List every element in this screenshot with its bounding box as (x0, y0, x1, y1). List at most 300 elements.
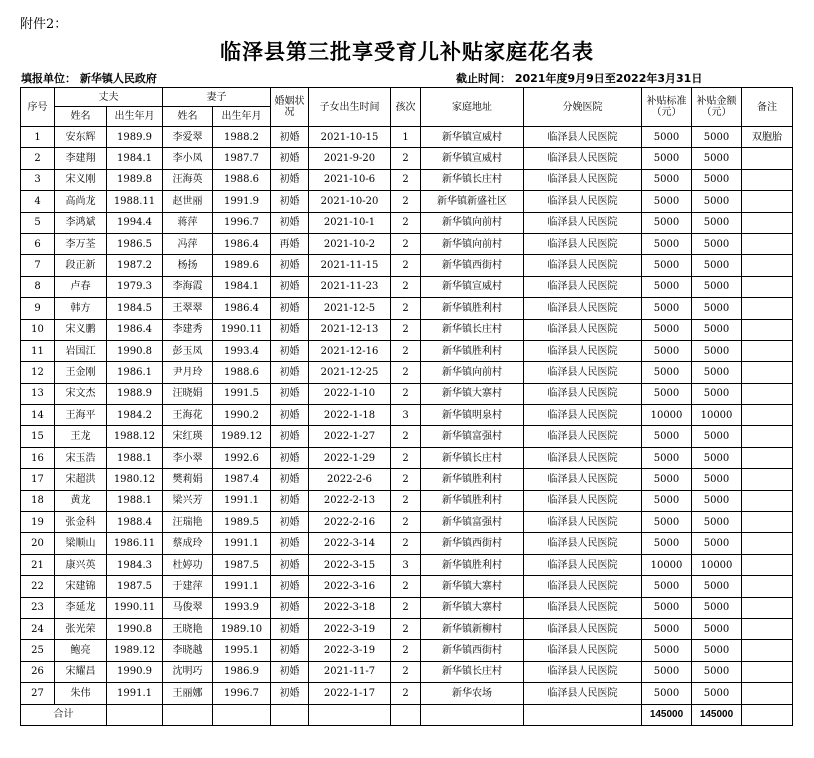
subsidy-amount: 5000 (692, 148, 742, 169)
wife-birth: 1984.1 (213, 276, 271, 297)
remark (742, 661, 793, 682)
marriage-status: 初婚 (271, 490, 309, 511)
home-address: 新华镇宣威村 (421, 276, 524, 297)
wife-name: 于建萍 (163, 576, 213, 597)
subsidy-standard: 5000 (642, 533, 692, 554)
delivery-hospital: 临泽县人民医院 (524, 469, 642, 490)
child-birth: 2021-12-5 (309, 298, 391, 319)
subsidy-amount: 5000 (692, 212, 742, 233)
husband-name: 宋建锦 (55, 576, 107, 597)
husband-birth: 1989.8 (107, 169, 163, 190)
husband-birth: 1986.5 (107, 233, 163, 254)
child-order: 2 (391, 512, 421, 533)
remark (742, 469, 793, 490)
remark (742, 298, 793, 319)
child-order: 2 (391, 191, 421, 212)
subsidy-standard: 5000 (642, 469, 692, 490)
delivery-hospital: 临泽县人民医院 (524, 148, 642, 169)
table-row (21, 362, 793, 383)
husband-birth: 1979.3 (107, 276, 163, 297)
wife-name: 马俊翠 (163, 597, 213, 618)
wife-birth: 1992.6 (213, 447, 271, 468)
child-order: 2 (391, 233, 421, 254)
remark (742, 426, 793, 447)
delivery-hospital: 临泽县人民医院 (524, 640, 642, 661)
remark (742, 276, 793, 297)
marriage-status: 初婚 (271, 319, 309, 340)
table-row (21, 319, 793, 340)
husband-birth: 1989.12 (107, 640, 163, 661)
delivery-hospital: 临泽县人民医院 (524, 405, 642, 426)
row-index: 25 (21, 640, 55, 661)
wife-name: 梁兴芳 (163, 490, 213, 511)
husband-name: 韩方 (55, 298, 107, 319)
subsidy-standard: 5000 (642, 383, 692, 404)
child-birth: 2021-10-1 (309, 212, 391, 233)
table-row (21, 490, 793, 511)
wife-name: 汪海英 (163, 169, 213, 190)
remark (742, 512, 793, 533)
home-address: 新华镇向前村 (421, 362, 524, 383)
table-row (21, 576, 793, 597)
delivery-hospital: 临泽县人民医院 (524, 127, 642, 148)
remark (742, 212, 793, 233)
marriage-status: 初婚 (271, 469, 309, 490)
subsidy-standard: 5000 (642, 447, 692, 468)
remark (742, 447, 793, 468)
home-address: 新华镇新盛社区 (421, 191, 524, 212)
home-address: 新华镇长庄村 (421, 319, 524, 340)
home-address: 新华镇胜利村 (421, 298, 524, 319)
husband-birth: 1984.3 (107, 554, 163, 575)
wife-name: 王翠翠 (163, 298, 213, 319)
husband-name: 宋超洪 (55, 469, 107, 490)
header-index: 序号 (21, 88, 55, 127)
husband-birth: 1988.9 (107, 383, 163, 404)
remark (742, 148, 793, 169)
husband-name: 张光荣 (55, 618, 107, 639)
subsidy-amount: 5000 (692, 683, 742, 704)
marriage-status: 初婚 (271, 298, 309, 319)
child-birth: 2021-9-20 (309, 148, 391, 169)
marriage-status: 初婚 (271, 212, 309, 233)
total-standard: 145000 (642, 704, 692, 725)
delivery-hospital: 临泽县人民医院 (524, 576, 642, 597)
row-index: 9 (21, 298, 55, 319)
row-index: 11 (21, 340, 55, 361)
child-birth: 2022-3-16 (309, 576, 391, 597)
wife-name: 王海花 (163, 405, 213, 426)
child-order: 2 (391, 576, 421, 597)
wife-birth: 1987.5 (213, 554, 271, 575)
husband-birth: 1987.2 (107, 255, 163, 276)
marriage-status: 初婚 (271, 554, 309, 575)
remark (742, 169, 793, 190)
wife-name: 李海霞 (163, 276, 213, 297)
child-order: 2 (391, 533, 421, 554)
subsidy-amount: 5000 (692, 533, 742, 554)
wife-birth: 1993.4 (213, 340, 271, 361)
child-order: 2 (391, 426, 421, 447)
husband-name: 王龙 (55, 426, 107, 447)
subsidy-amount: 5000 (692, 426, 742, 447)
child-birth: 2021-10-20 (309, 191, 391, 212)
table-row (21, 640, 793, 661)
header-husband-birth: 出生年月 (107, 107, 163, 127)
reporting-unit: 填报单位： 新华镇人民政府 (21, 72, 157, 85)
delivery-hospital: 临泽县人民医院 (524, 383, 642, 404)
table-row (21, 233, 793, 254)
delivery-hospital: 临泽县人民医院 (524, 618, 642, 639)
child-order: 2 (391, 597, 421, 618)
home-address: 新华镇向前村 (421, 212, 524, 233)
wife-birth: 1996.7 (213, 683, 271, 704)
child-order: 2 (391, 298, 421, 319)
subsidy-standard: 5000 (642, 597, 692, 618)
home-address: 新华镇富强村 (421, 426, 524, 447)
marriage-status: 初婚 (271, 127, 309, 148)
husband-birth: 1989.9 (107, 127, 163, 148)
subsidy-amount: 5000 (692, 512, 742, 533)
delivery-hospital: 临泽县人民医院 (524, 255, 642, 276)
wife-birth: 1988.6 (213, 169, 271, 190)
home-address: 新华镇大寨村 (421, 597, 524, 618)
subsidy-standard: 5000 (642, 640, 692, 661)
marriage-status: 初婚 (271, 383, 309, 404)
marriage-status: 初婚 (271, 276, 309, 297)
subsidy-amount: 5000 (692, 233, 742, 254)
child-birth: 2022-2-13 (309, 490, 391, 511)
husband-birth: 1984.2 (107, 405, 163, 426)
subsidy-standard: 5000 (642, 512, 692, 533)
child-order: 2 (391, 169, 421, 190)
remark (742, 683, 793, 704)
table-row (21, 426, 793, 447)
wife-birth: 1989.12 (213, 426, 271, 447)
subsidy-amount: 5000 (692, 169, 742, 190)
home-address: 新华农场 (421, 683, 524, 704)
home-address: 新华镇大寨村 (421, 576, 524, 597)
subsidy-amount: 5000 (692, 661, 742, 682)
wife-name: 李爱翠 (163, 127, 213, 148)
husband-name: 高尚龙 (55, 191, 107, 212)
deadline-period: 截止时间： 2021年度9月9日至2022年3月31日 (456, 72, 703, 85)
husband-birth: 1986.11 (107, 533, 163, 554)
row-index: 12 (21, 362, 55, 383)
husband-name: 岩国江 (55, 340, 107, 361)
total-amount: 145000 (692, 704, 742, 725)
table-row (21, 255, 793, 276)
child-birth: 2021-12-16 (309, 340, 391, 361)
child-order: 2 (391, 383, 421, 404)
husband-name: 梁顺山 (55, 533, 107, 554)
remark (742, 554, 793, 575)
marriage-status: 初婚 (271, 576, 309, 597)
wife-birth: 1991.1 (213, 490, 271, 511)
wife-birth: 1989.5 (213, 512, 271, 533)
remark (742, 533, 793, 554)
table-row (21, 447, 793, 468)
child-order: 2 (391, 212, 421, 233)
husband-birth: 1988.12 (107, 426, 163, 447)
subsidy-amount: 5000 (692, 469, 742, 490)
delivery-hospital: 临泽县人民医院 (524, 169, 642, 190)
subsidy-standard: 5000 (642, 255, 692, 276)
home-address: 新华镇宣威村 (421, 148, 524, 169)
marriage-status: 初婚 (271, 191, 309, 212)
remark (742, 233, 793, 254)
delivery-hospital: 临泽县人民医院 (524, 661, 642, 682)
child-birth: 2022-2-6 (309, 469, 391, 490)
husband-birth: 1994.4 (107, 212, 163, 233)
table-row (21, 191, 793, 212)
remark (742, 618, 793, 639)
child-order: 2 (391, 661, 421, 682)
subsidy-standard: 5000 (642, 340, 692, 361)
wife-name: 杜婷功 (163, 554, 213, 575)
wife-birth: 1987.4 (213, 469, 271, 490)
wife-name: 樊莉娟 (163, 469, 213, 490)
husband-name: 宋文杰 (55, 383, 107, 404)
remark (742, 383, 793, 404)
subsidy-standard: 5000 (642, 298, 692, 319)
delivery-hospital: 临泽县人民医院 (524, 212, 642, 233)
marriage-status: 初婚 (271, 597, 309, 618)
header-husband-name: 姓名 (55, 107, 107, 127)
home-address: 新华镇西街村 (421, 640, 524, 661)
subsidy-standard: 10000 (642, 405, 692, 426)
wife-name: 赵世丽 (163, 191, 213, 212)
child-birth: 2022-3-19 (309, 640, 391, 661)
attachment-label: 附件2： (20, 17, 68, 32)
wife-birth: 1991.1 (213, 576, 271, 597)
subsidy-amount: 5000 (692, 618, 742, 639)
wife-birth: 1990.11 (213, 319, 271, 340)
wife-birth: 1988.6 (213, 362, 271, 383)
table-row (21, 618, 793, 639)
delivery-hospital: 临泽县人民医院 (524, 319, 642, 340)
home-address: 新华镇西街村 (421, 533, 524, 554)
row-index: 22 (21, 576, 55, 597)
marriage-status: 初婚 (271, 426, 309, 447)
home-address: 新华镇胜利村 (421, 554, 524, 575)
wife-birth: 1989.10 (213, 618, 271, 639)
husband-name: 卢春 (55, 276, 107, 297)
total-label: 合计 (21, 704, 107, 725)
subsidy-standard: 5000 (642, 683, 692, 704)
header-remark: 备注 (742, 88, 793, 127)
husband-birth: 1990.11 (107, 597, 163, 618)
wife-name: 杨扬 (163, 255, 213, 276)
row-index: 21 (21, 554, 55, 575)
wife-name: 汪晓娟 (163, 383, 213, 404)
child-order: 2 (391, 340, 421, 361)
husband-birth: 1988.1 (107, 447, 163, 468)
husband-name: 鲍亮 (55, 640, 107, 661)
home-address: 新华镇新柳村 (421, 618, 524, 639)
wife-name: 李建秀 (163, 319, 213, 340)
child-birth: 2022-1-27 (309, 426, 391, 447)
table-row (21, 597, 793, 618)
subsidy-amount: 5000 (692, 362, 742, 383)
remark (742, 255, 793, 276)
marriage-status: 初婚 (271, 362, 309, 383)
subsidy-amount: 5000 (692, 447, 742, 468)
header-address: 家庭地址 (421, 88, 524, 127)
table-row (21, 340, 793, 361)
husband-name: 朱伟 (55, 683, 107, 704)
wife-birth: 1991.9 (213, 191, 271, 212)
home-address: 新华镇胜利村 (421, 469, 524, 490)
child-birth: 2021-10-15 (309, 127, 391, 148)
table-row (21, 405, 793, 426)
table-row (21, 127, 793, 148)
marriage-status: 初婚 (271, 148, 309, 169)
header-marriage: 婚姻状况 (271, 88, 309, 127)
child-birth: 2022-3-19 (309, 618, 391, 639)
subsidy-standard: 5000 (642, 426, 692, 447)
remark (742, 640, 793, 661)
marriage-status: 初婚 (271, 447, 309, 468)
row-index: 5 (21, 212, 55, 233)
wife-name: 王晓艳 (163, 618, 213, 639)
delivery-hospital: 临泽县人民医院 (524, 447, 642, 468)
delivery-hospital: 临泽县人民医院 (524, 512, 642, 533)
husband-name: 李鸿斌 (55, 212, 107, 233)
husband-birth: 1988.4 (107, 512, 163, 533)
child-order: 2 (391, 276, 421, 297)
table-row (21, 533, 793, 554)
delivery-hospital: 临泽县人民医院 (524, 554, 642, 575)
subsidy-standard: 5000 (642, 276, 692, 297)
subsidy-standard: 5000 (642, 127, 692, 148)
home-address: 新华镇向前村 (421, 233, 524, 254)
husband-name: 张金科 (55, 512, 107, 533)
marriage-status: 初婚 (271, 340, 309, 361)
subsidy-standard: 5000 (642, 576, 692, 597)
child-birth: 2021-11-7 (309, 661, 391, 682)
row-index: 20 (21, 533, 55, 554)
subsidy-amount: 5000 (692, 597, 742, 618)
remark (742, 362, 793, 383)
header-husband: 丈夫 (55, 88, 163, 107)
subsidy-standard: 5000 (642, 618, 692, 639)
header-amount: 补贴金额（元） (692, 88, 742, 127)
row-index: 26 (21, 661, 55, 682)
subsidy-standard: 5000 (642, 169, 692, 190)
child-birth: 2022-1-29 (309, 447, 391, 468)
child-order: 2 (391, 490, 421, 511)
delivery-hospital: 临泽县人民医院 (524, 233, 642, 254)
wife-birth: 1995.1 (213, 640, 271, 661)
subsidy-amount: 5000 (692, 191, 742, 212)
row-index: 13 (21, 383, 55, 404)
subsidy-standard: 5000 (642, 362, 692, 383)
delivery-hospital: 临泽县人民医院 (524, 426, 642, 447)
row-index: 7 (21, 255, 55, 276)
table-row (21, 554, 793, 575)
row-index: 15 (21, 426, 55, 447)
remark (742, 191, 793, 212)
wife-name: 彭玉凤 (163, 340, 213, 361)
husband-name: 李建翔 (55, 148, 107, 169)
wife-birth: 1987.7 (213, 148, 271, 169)
wife-name: 冯萍 (163, 233, 213, 254)
header-child-birth: 子女出生时间 (309, 88, 391, 127)
table-row (21, 661, 793, 682)
row-index: 24 (21, 618, 55, 639)
husband-birth: 1984.1 (107, 148, 163, 169)
subsidy-amount: 5000 (692, 576, 742, 597)
roster-body (21, 127, 793, 705)
child-birth: 2022-1-10 (309, 383, 391, 404)
husband-name: 宋玉浩 (55, 447, 107, 468)
husband-name: 黄龙 (55, 490, 107, 511)
wife-name: 尹月玲 (163, 362, 213, 383)
subsidy-amount: 5000 (692, 383, 742, 404)
child-birth: 2022-3-18 (309, 597, 391, 618)
table-row (21, 469, 793, 490)
table-row (21, 276, 793, 297)
child-order: 2 (391, 148, 421, 169)
husband-name: 安东辉 (55, 127, 107, 148)
row-index: 14 (21, 405, 55, 426)
subsidy-amount: 10000 (692, 554, 742, 575)
wife-birth: 1989.6 (213, 255, 271, 276)
subsidy-amount: 5000 (692, 255, 742, 276)
wife-name: 李晓越 (163, 640, 213, 661)
remark (742, 405, 793, 426)
row-index: 16 (21, 447, 55, 468)
wife-name: 李小翠 (163, 447, 213, 468)
remark (742, 597, 793, 618)
husband-birth: 1986.1 (107, 362, 163, 383)
home-address: 新华镇西街村 (421, 255, 524, 276)
roster-table (20, 87, 793, 726)
wife-birth: 1990.2 (213, 405, 271, 426)
row-index: 18 (21, 490, 55, 511)
child-order: 2 (391, 640, 421, 661)
wife-birth: 1986.4 (213, 298, 271, 319)
husband-name: 王海平 (55, 405, 107, 426)
home-address: 新华镇宣威村 (421, 127, 524, 148)
home-address: 新华镇胜利村 (421, 340, 524, 361)
wife-name: 蒋萍 (163, 212, 213, 233)
marriage-status: 初婚 (271, 661, 309, 682)
delivery-hospital: 临泽县人民医院 (524, 298, 642, 319)
wife-birth: 1991.5 (213, 383, 271, 404)
child-birth: 2022-3-15 (309, 554, 391, 575)
husband-birth: 1986.4 (107, 319, 163, 340)
subsidy-amount: 5000 (692, 340, 742, 361)
delivery-hospital: 临泽县人民医院 (524, 490, 642, 511)
husband-birth: 1990.8 (107, 340, 163, 361)
child-order: 2 (391, 447, 421, 468)
header-standard: 补贴标准（元） (642, 88, 692, 127)
wife-birth: 1986.9 (213, 661, 271, 682)
child-order: 2 (391, 255, 421, 276)
row-index: 6 (21, 233, 55, 254)
husband-birth: 1990.8 (107, 618, 163, 639)
row-index: 10 (21, 319, 55, 340)
subsidy-standard: 5000 (642, 212, 692, 233)
child-birth: 2021-11-15 (309, 255, 391, 276)
row-index: 17 (21, 469, 55, 490)
wife-birth: 1991.1 (213, 533, 271, 554)
subsidy-amount: 5000 (692, 319, 742, 340)
husband-birth: 1990.9 (107, 661, 163, 682)
wife-name: 汪瑞艳 (163, 512, 213, 533)
